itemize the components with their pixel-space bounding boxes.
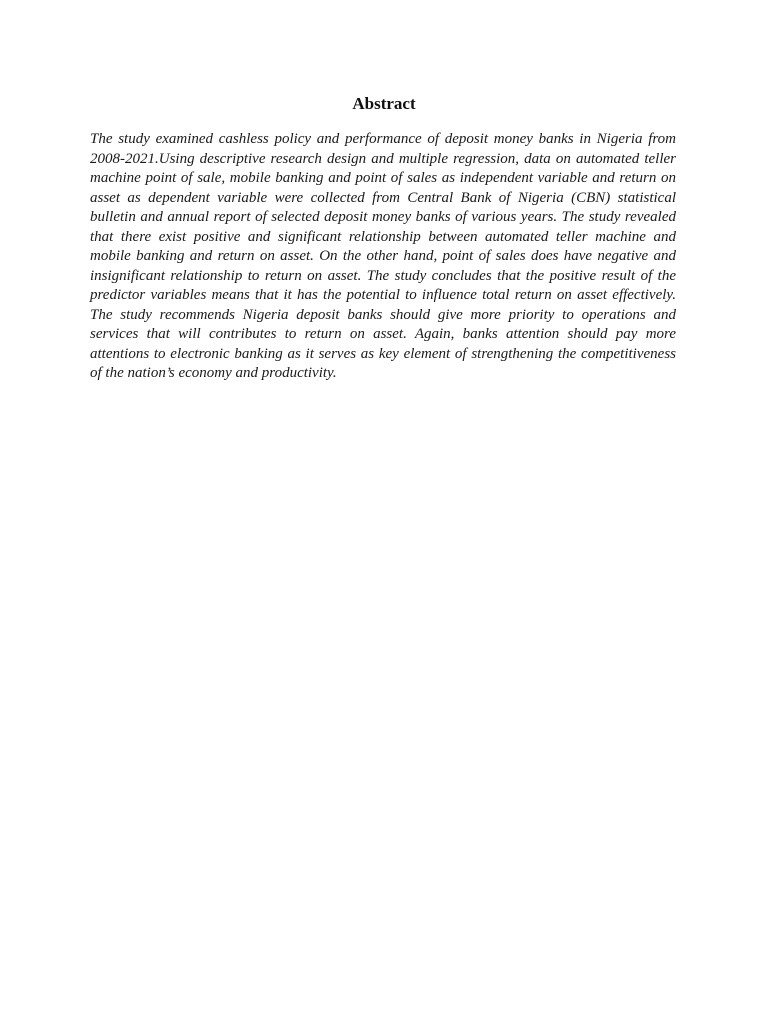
abstract-paragraph: The study examined cashless policy and performance of deposit money banks in Nigeria from 2008-2021.Using descriptive research design and multiple regression, data on automated teller machine point of sale, mobile banking and point of sales as independent variable and return on asset as dependent variable were collected from Central Bank of Nigeria (CBN) statistical bulletin and annual report of selected deposit money banks of various years. The study revealed that there exist positive and significant relationship between automated teller machine and mobile banking and return on asset. On the other hand, point of sales does have negative and insignificant relationship to return on asset. The study concludes that the positive result of the predictor variables means that it has the potential to influence total return on asset effectively. The study recommends Nigeria deposit banks should give more priority to operations and services that will contributes to return on asset. Again, banks attention should pay more attentions to electronic banking as it serves as key element of strengthening the competitiveness of the nation’s economy and productivity. <box>90 131 676 381</box>
abstract-heading: Abstract <box>352 94 416 113</box>
